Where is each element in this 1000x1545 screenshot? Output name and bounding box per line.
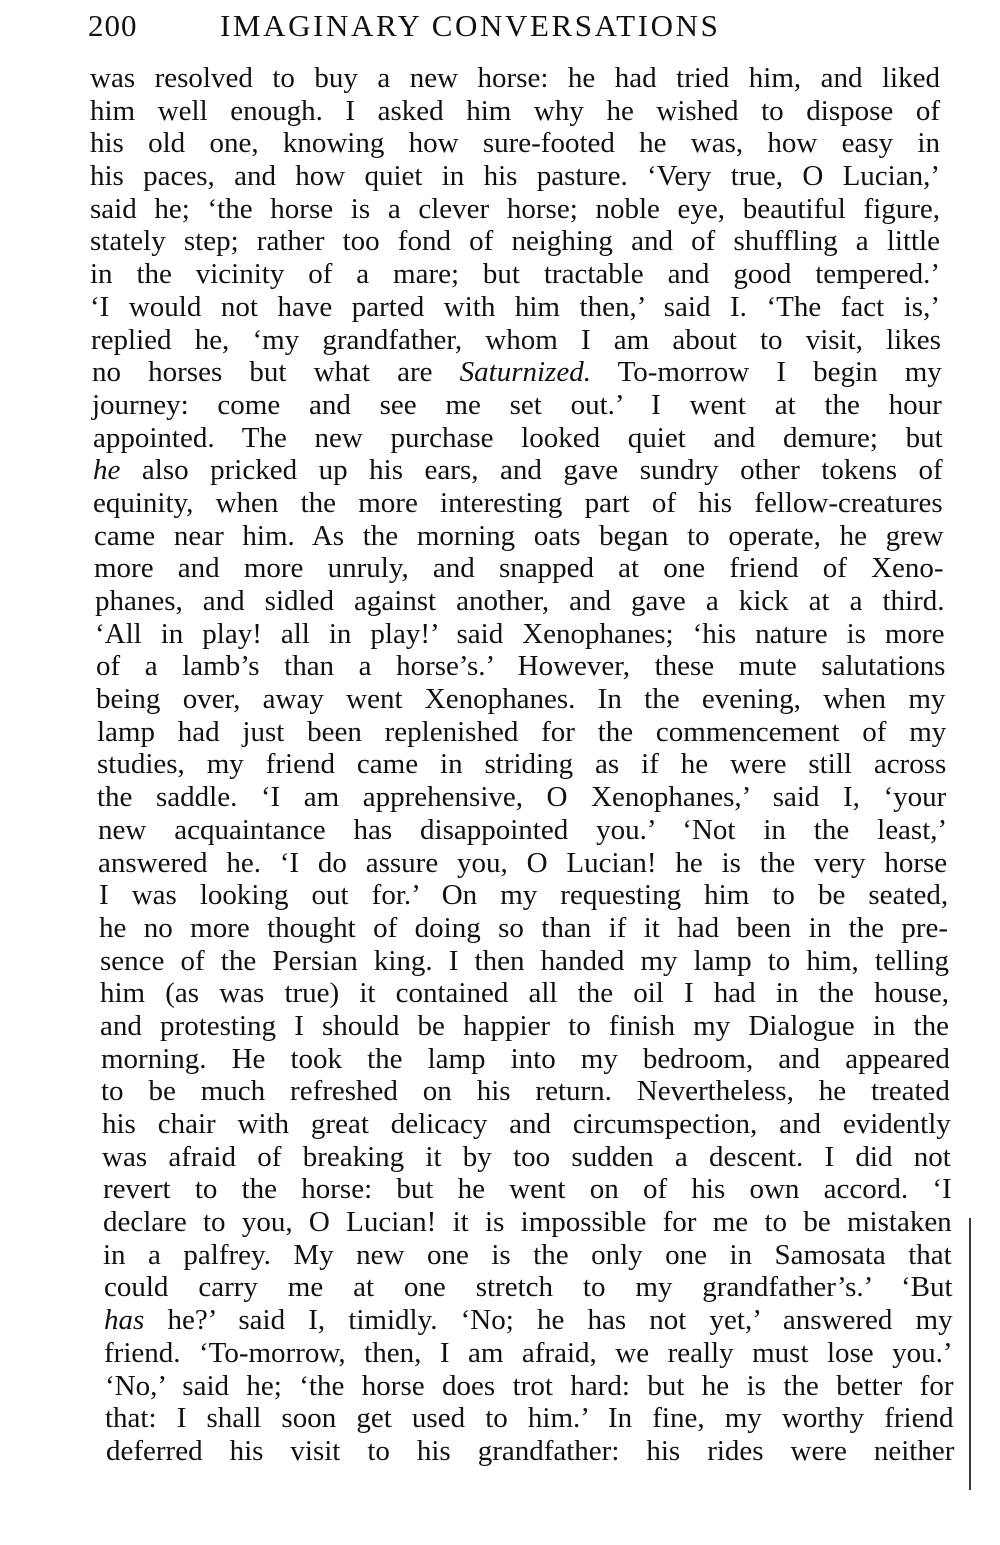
margin-rule xyxy=(969,1218,971,1490)
text-line xyxy=(104,1304,953,1337)
line-segment: no horses but what are xyxy=(92,356,460,389)
text-line: equinity, when the more interesting part of his fellow-creatures xyxy=(93,486,943,519)
text-line: could carry me at one stretch to my grandfather’s.’ ‘But xyxy=(104,1271,953,1304)
text-line: was resolved to buy a new horse: he had tried him, and liked xyxy=(90,62,940,94)
line-segment: he?’ said I, timidly. ‘No; he has not yet,’ answered my xyxy=(144,1304,953,1337)
text-line: phanes, and sidled against another, and gave a kick at a third. xyxy=(95,585,945,617)
text-line: more and more unruly, and snapped at one friend of Xeno- xyxy=(94,552,944,585)
text-line: morning. He took the lamp into my bedroom, and appeared xyxy=(101,1042,950,1075)
text-line: revert to the horse: but he went on of his own accord. ‘I xyxy=(103,1173,952,1206)
line-segment: To-morrow I begin my xyxy=(590,356,942,389)
running-title: IMAGINARY CONVERSATIONS xyxy=(220,8,721,43)
italic-word: Saturnized. xyxy=(459,356,591,389)
text-line: being over, away went Xenophanes. In the evening, when my xyxy=(96,683,946,716)
text-line: lamp had just been replenished for the commencement of my xyxy=(97,715,947,748)
text-line: his chair with great delicacy and circumspection, and evidently xyxy=(102,1108,951,1140)
text-line: to be much refreshed on his return. Nevertheless, he treated xyxy=(101,1075,950,1108)
italic-word: has xyxy=(104,1304,145,1337)
text-line: friend. ‘To-morrow, then, I am afraid, we really must lose you.’ xyxy=(104,1336,953,1369)
line-segment: also pricked up his ears, and gave sundry other tokens of xyxy=(120,454,943,487)
page-number: 200 xyxy=(88,8,138,43)
running-head xyxy=(88,6,848,46)
text-line: his old one, knowing how sure-footed he was, how easy in xyxy=(90,127,940,160)
text-line: new acquaintance has disappointed you.’ ‘Not in the least,’ xyxy=(98,813,948,846)
text-line: him (as was true) it contained all the oil I had in the house, xyxy=(100,977,949,1010)
text-line: and protesting I should be happier to finish my Dialogue in the xyxy=(100,1009,949,1042)
text-line: he no more thought of doing so than if it had been in the pre- xyxy=(99,911,949,944)
body-text xyxy=(90,62,955,1468)
text-line: declare to you, O Lucian! it is impossible for me to be mistaken xyxy=(103,1206,952,1239)
text-line: appointed. The new purchase looked quiet and demure; but xyxy=(93,421,943,454)
text-line: answered he. ‘I do assure you, O Lucian! he is the very horse xyxy=(98,846,948,879)
text-line: of a lamb’s than a horse’s.’ However, these mute salutations xyxy=(96,650,946,683)
text-line xyxy=(92,356,942,389)
text-line: said he; ‘the horse is a clever horse; noble eye, beautiful figure, xyxy=(90,192,940,225)
text-line xyxy=(93,454,943,487)
text-line: I was looking out for.’ On my requesting him to be seated, xyxy=(99,879,949,912)
text-line: him well enough. I asked him why he wished to dispose of xyxy=(90,94,940,127)
text-line: came near him. As the morning oats began to operate, he grew xyxy=(94,519,944,552)
text-line: studies, my friend came in striding as if he were still across xyxy=(97,748,947,781)
text-line: ‘No,’ said he; ‘the horse does trot hard: but he is the better for xyxy=(105,1369,954,1402)
text-line: his paces, and how quiet in his pasture. ‘Very true, O Lucian,’ xyxy=(90,160,940,193)
text-line: was afraid of breaking it by too sudden a descent. I did not xyxy=(102,1140,951,1173)
text-line: sence of the Persian king. I then handed my lamp to him, telling xyxy=(100,944,949,977)
text-line: ‘All in play! all in play!’ said Xenophanes; ‘his nature is more xyxy=(95,617,945,650)
text-line: in a palfrey. My new one is the only one in Samosata that xyxy=(103,1238,952,1271)
text-line: deferred his visit to his grandfather: his rides were neither xyxy=(106,1434,955,1467)
text-line: in the vicinity of a mare; but tractable and good tempered.’ xyxy=(90,258,940,291)
text-line: ‘I would not have parted with him then,’ said I. ‘The fact is,’ xyxy=(90,290,940,323)
text-line: journey: come and see me set out.’ I went at the hour xyxy=(92,388,942,421)
text-line: the saddle. ‘I am apprehensive, O Xenophanes,’ said I, ‘your xyxy=(97,781,947,814)
italic-word: he xyxy=(93,454,121,487)
text-line: that: I shall soon get used to him.’ In fine, my worthy friend xyxy=(105,1402,954,1435)
text-line: replied he, ‘my grandfather, whom I am about to visit, likes xyxy=(91,323,941,356)
text-line: stately step; rather too fond of neighing and of shuffling a little xyxy=(90,225,940,258)
